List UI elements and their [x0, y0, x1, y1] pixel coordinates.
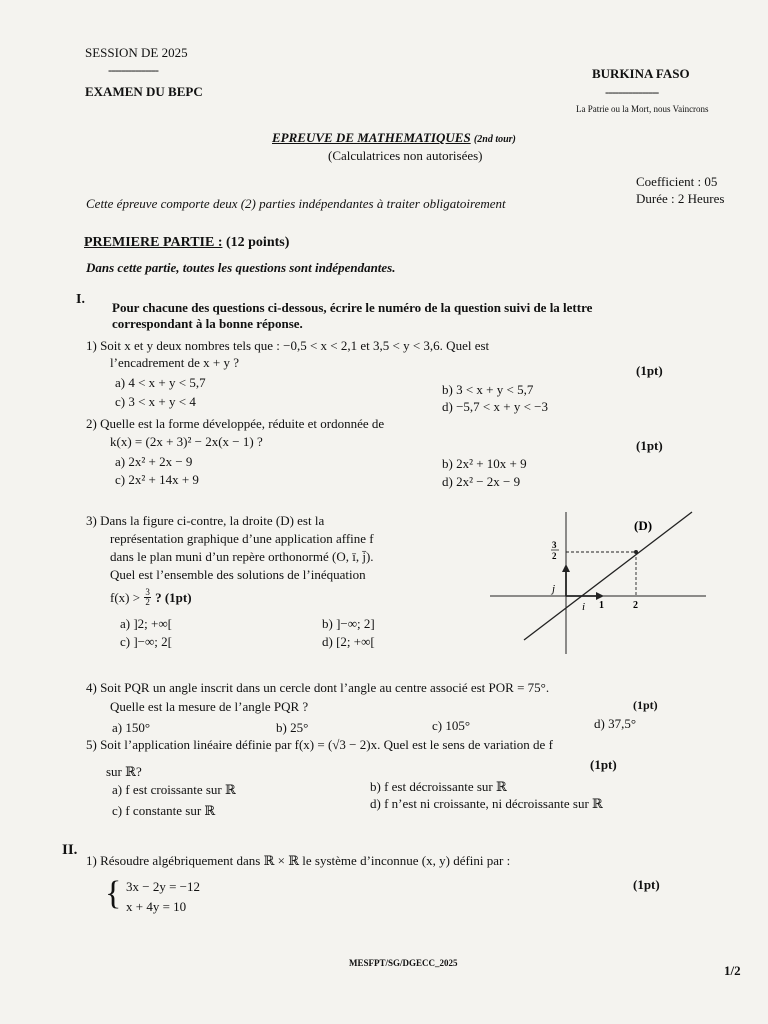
line-d	[524, 512, 692, 640]
vector-j-arrow-icon	[562, 564, 570, 572]
part1-points: (12 points)	[225, 235, 290, 250]
q3-option-d: d) [2; +∞[	[322, 634, 375, 649]
q2-option-b: b) 2x² + 10x + 9	[442, 456, 527, 471]
q3-line5	[110, 588, 192, 607]
q4-line1: 4) Soit PQR un angle inscrit dans un cercle dont l’angle au centre associé est POR = 75°.	[86, 680, 550, 695]
vector-i-arrow-icon	[596, 592, 604, 600]
q3-fraction	[144, 588, 151, 607]
page-title	[272, 130, 516, 146]
q2-points: (1pt)	[636, 438, 663, 453]
country-text: BURKINA FASO	[592, 66, 690, 81]
motto-text: La Patrie ou la Mort, nous Vaincrons	[576, 104, 709, 114]
q2-option-d: d) 2x² − 2x − 9	[442, 474, 521, 489]
q4-option-b: b) 25°	[276, 720, 309, 735]
country-dash: ----------------	[605, 84, 659, 99]
q3-option-c: c) ]−∞; 2[	[120, 634, 172, 649]
intersection-point	[634, 550, 638, 554]
q3-inequality: f(x) >	[110, 589, 141, 605]
intro-text: Cette épreuve comporte deux (2) parties indépendantes à traiter obligatoirement	[86, 196, 506, 211]
q1-option-a: a) 4 < x + y < 5,7	[115, 375, 206, 390]
q3-points: ? (1pt)	[155, 589, 192, 605]
q3-frac-den: 2	[145, 597, 150, 607]
q3-frac-num: 3	[145, 587, 150, 597]
exam-text: EXAMEN DU BEPC	[85, 84, 203, 99]
q5-line2: sur ℝ?	[106, 764, 142, 779]
label-d: (D)	[634, 518, 653, 533]
q4-option-d: d) 37,5°	[594, 716, 637, 731]
title-main: EPREUVE DE MATHEMATIQUES	[272, 130, 471, 145]
part1-title: PREMIERE PARTIE :	[84, 235, 223, 250]
footer-code: MESFPT/SG/DGECC_2025	[349, 958, 458, 968]
q1-points: (1pt)	[636, 363, 663, 378]
label-2: 2	[633, 600, 638, 611]
subtitle: (Calculatrices non autorisées)	[328, 148, 483, 163]
q2-option-c: c) 2x² + 14x + 9	[115, 472, 199, 487]
q1-option-c: c) 3 < x + y < 4	[115, 394, 196, 409]
q3-option-a: a) ]2; +∞[	[120, 616, 172, 631]
q4-option-a: a) 150°	[112, 720, 151, 735]
section2-q1: 1) Résoudre algébriquement dans ℝ × ℝ le système d’inconnue (x, y) défini par :	[86, 853, 511, 868]
q4-option-c: c) 105°	[432, 718, 471, 733]
q5-line1: 5) Soit l’application linéaire définie par f(x) = (√3 − 2)x. Quel est le sens de variation de f	[86, 737, 553, 752]
part1-note: Dans cette partie, toutes les questions sont indépendantes.	[86, 260, 396, 275]
q5-option-a: a) f est croissante sur ℝ	[112, 782, 236, 797]
q3-line4: Quel est l’ensemble des solutions de l’inéquation	[110, 567, 366, 582]
q5-option-d: d) f n’est ni croissante, ni décroissante sur ℝ	[370, 796, 603, 811]
label-j: j	[552, 583, 556, 595]
q4-line2: Quelle est la mesure de l’angle PQR ?	[110, 699, 309, 714]
duree: Durée : 2 Heures	[636, 191, 725, 206]
q3-line3: dans le plan muni d’un repère orthonormé (O, ī, j̄).	[110, 549, 374, 564]
q5-option-b: b) f est décroissante sur ℝ	[370, 779, 507, 794]
q3-option-b: b) ]−∞; 2]	[322, 616, 375, 631]
section2-num: II.	[62, 842, 78, 858]
part1-heading	[84, 235, 289, 251]
q1-line1: 1) Soit x et y deux nombres tels que : −0,5 < x < 2,1 et 3,5 < y < 3,6. Quel est	[86, 338, 490, 353]
affine-graph	[486, 508, 710, 658]
page-number: 1/2	[724, 963, 741, 978]
q5-option-c: c) f constante sur ℝ	[112, 803, 216, 818]
q1-line2: l’encadrement de x + y ?	[110, 355, 239, 370]
section1-instruction-2: correspondant à la bonne réponse.	[112, 316, 303, 331]
coefficient: Coefficient : 05	[636, 174, 718, 189]
q1-option-b: b) 3 < x + y < 5,7	[442, 382, 534, 397]
system-eq2: x + 4y = 10	[126, 899, 187, 914]
section2-points: (1pt)	[633, 877, 660, 892]
q5-points: (1pt)	[590, 757, 617, 772]
q3-line1: 3) Dans la figure ci-contre, la droite (D) est la	[86, 513, 325, 528]
system-brace: {	[105, 875, 122, 912]
q2-line1: 2) Quelle est la forme développée, réduite et ordonnée de	[86, 416, 385, 431]
ytick-den: 2	[552, 551, 557, 561]
section1-instruction-1: Pour chacune des questions ci-dessous, écrire le numéro de la question suivi de la lettre	[112, 300, 593, 315]
title-tour: (2nd tour)	[473, 134, 516, 145]
session-text: SESSION DE 2025	[85, 45, 188, 60]
q3-line2: représentation graphique d’une application affine f	[110, 531, 374, 546]
q4-points: (1pt)	[633, 698, 658, 712]
label-1: 1	[599, 600, 604, 611]
q2-line2: k(x) = (2x + 3)² − 2x(x − 1) ?	[110, 434, 263, 449]
section1-num: I.	[76, 292, 85, 307]
q1-option-d: d) −5,7 < x + y < −3	[442, 399, 548, 414]
label-i: i	[582, 601, 586, 613]
system-eq1: 3x − 2y = −12	[126, 879, 200, 894]
q2-option-a: a) 2x² + 2x − 9	[115, 454, 193, 469]
session-dash: ---------------	[108, 62, 158, 77]
ytick-num: 3	[552, 540, 557, 550]
